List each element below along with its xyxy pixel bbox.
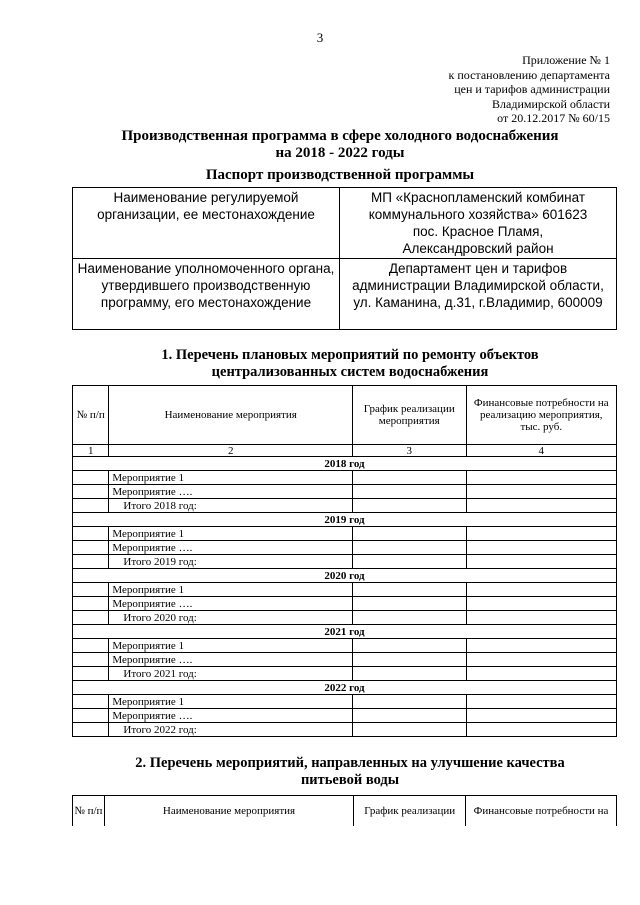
header-finance: Финансовые потребности на	[466, 796, 617, 827]
passport-value-line: Департамент цен и тарифов	[388, 261, 568, 276]
table-header-row	[73, 386, 617, 445]
total-row	[73, 723, 617, 737]
passport-value	[340, 259, 617, 330]
year-row	[73, 625, 617, 639]
table-row	[73, 471, 617, 485]
table-row	[73, 583, 617, 597]
year-label: 2020 год	[73, 569, 617, 583]
section2-title	[80, 755, 620, 789]
year-label: 2021 год	[73, 625, 617, 639]
appendix-block	[430, 53, 610, 126]
measure-name: Мероприятие 1	[109, 527, 353, 541]
passport-title: Паспорт производственной программы	[205, 167, 475, 183]
appendix-line: цен и тарифов администрации	[454, 82, 610, 96]
measure-name: Мероприятие ….	[109, 653, 353, 667]
total-label: Итого 2022 год:	[109, 723, 353, 737]
table-row	[73, 527, 617, 541]
table-row	[73, 653, 617, 667]
total-label: Итого 2018 год:	[109, 499, 353, 513]
header-name: Наименование мероприятия	[109, 386, 353, 445]
document-title	[70, 128, 610, 162]
water-quality-table	[72, 795, 617, 826]
appendix-line: Владимирской области	[492, 96, 610, 111]
repair-plan-table	[72, 385, 617, 737]
passport-value-line: администрации Владимирской области,	[352, 278, 604, 293]
passport-value-line: ул. Каманина, д.31, г.Владимир, 600009	[353, 295, 603, 310]
passport-value-line: МП «Краснопламенский комбинат	[370, 190, 586, 205]
passport-value	[340, 188, 617, 259]
section1-title	[80, 347, 620, 381]
passport-row	[73, 188, 617, 259]
total-label: Итого 2021 год:	[109, 667, 353, 681]
table-header-row	[73, 796, 617, 827]
header-name: Наименование мероприятия	[104, 796, 353, 827]
section-title-line: 1. Перечень плановых мероприятий по ремонту объектов	[161, 347, 539, 363]
table-row	[73, 709, 617, 723]
table-row	[73, 695, 617, 709]
measure-name: Мероприятие 1	[109, 583, 353, 597]
measure-name: Мероприятие ….	[109, 597, 353, 611]
measure-name: Мероприятие 1	[109, 695, 353, 709]
table-row	[73, 541, 617, 555]
passport-value-line: пос. Красное Пламя,	[412, 224, 544, 239]
passport-label: Наименование уполномоченного органа, утвердившего производственную программу, его местонахождение	[73, 259, 340, 330]
table-row	[73, 639, 617, 653]
passport-row	[73, 259, 617, 330]
header-schedule: График реализации	[354, 796, 466, 827]
column-number: 1	[73, 445, 109, 457]
measure-name: Мероприятие ….	[109, 485, 353, 499]
total-row	[73, 499, 617, 513]
section-title-line: 2. Перечень мероприятий, направленных на улучшение качества	[135, 755, 565, 771]
appendix-line: к постановлению департамента	[448, 67, 610, 82]
section-title-line: централизованных систем водоснабжения	[211, 364, 489, 380]
year-row	[73, 569, 617, 583]
column-number: 2	[109, 445, 353, 457]
header-finance: Финансовые потребности на реализацию мероприятия, тыс. руб.	[466, 386, 616, 445]
year-row	[73, 681, 617, 695]
year-row	[73, 457, 617, 471]
section-title-line: питьевой воды	[300, 772, 400, 788]
year-label: 2019 год	[73, 513, 617, 527]
total-label: Итого 2019 год:	[109, 555, 353, 569]
measure-name: Мероприятие ….	[109, 709, 353, 723]
year-label: 2022 год	[73, 681, 617, 695]
appendix-line: от 20.12.2017 № 60/15	[497, 111, 610, 125]
page-number: 3	[316, 30, 324, 45]
measure-name: Мероприятие ….	[109, 541, 353, 555]
passport-value-line: коммунального хозяйства» 601623	[368, 207, 588, 222]
total-row	[73, 611, 617, 625]
year-label: 2018 год	[73, 457, 617, 471]
appendix-line: Приложение № 1	[522, 53, 610, 67]
header-number: № п/п	[73, 796, 105, 827]
passport-table	[72, 187, 617, 330]
table-row	[73, 485, 617, 499]
passport-value-line: Александровский район	[402, 241, 554, 256]
measure-name: Мероприятие 1	[109, 639, 353, 653]
passport-label: Наименование регулируемой организации, ее местонахождение	[73, 188, 340, 259]
total-row	[73, 555, 617, 569]
column-number: 3	[353, 445, 467, 457]
table-row	[73, 597, 617, 611]
title-line: Производственная программа в сфере холодного водоснабжения	[121, 128, 559, 144]
total-label: Итого 2020 год:	[109, 611, 353, 625]
year-row	[73, 513, 617, 527]
total-row	[73, 667, 617, 681]
measure-name: Мероприятие 1	[109, 471, 353, 485]
header-schedule: График реализации мероприятия	[353, 386, 467, 445]
column-number-row	[73, 445, 617, 457]
column-number: 4	[466, 445, 616, 457]
title-line: на 2018 - 2022 годы	[275, 145, 405, 161]
header-number: № п/п	[73, 386, 109, 445]
